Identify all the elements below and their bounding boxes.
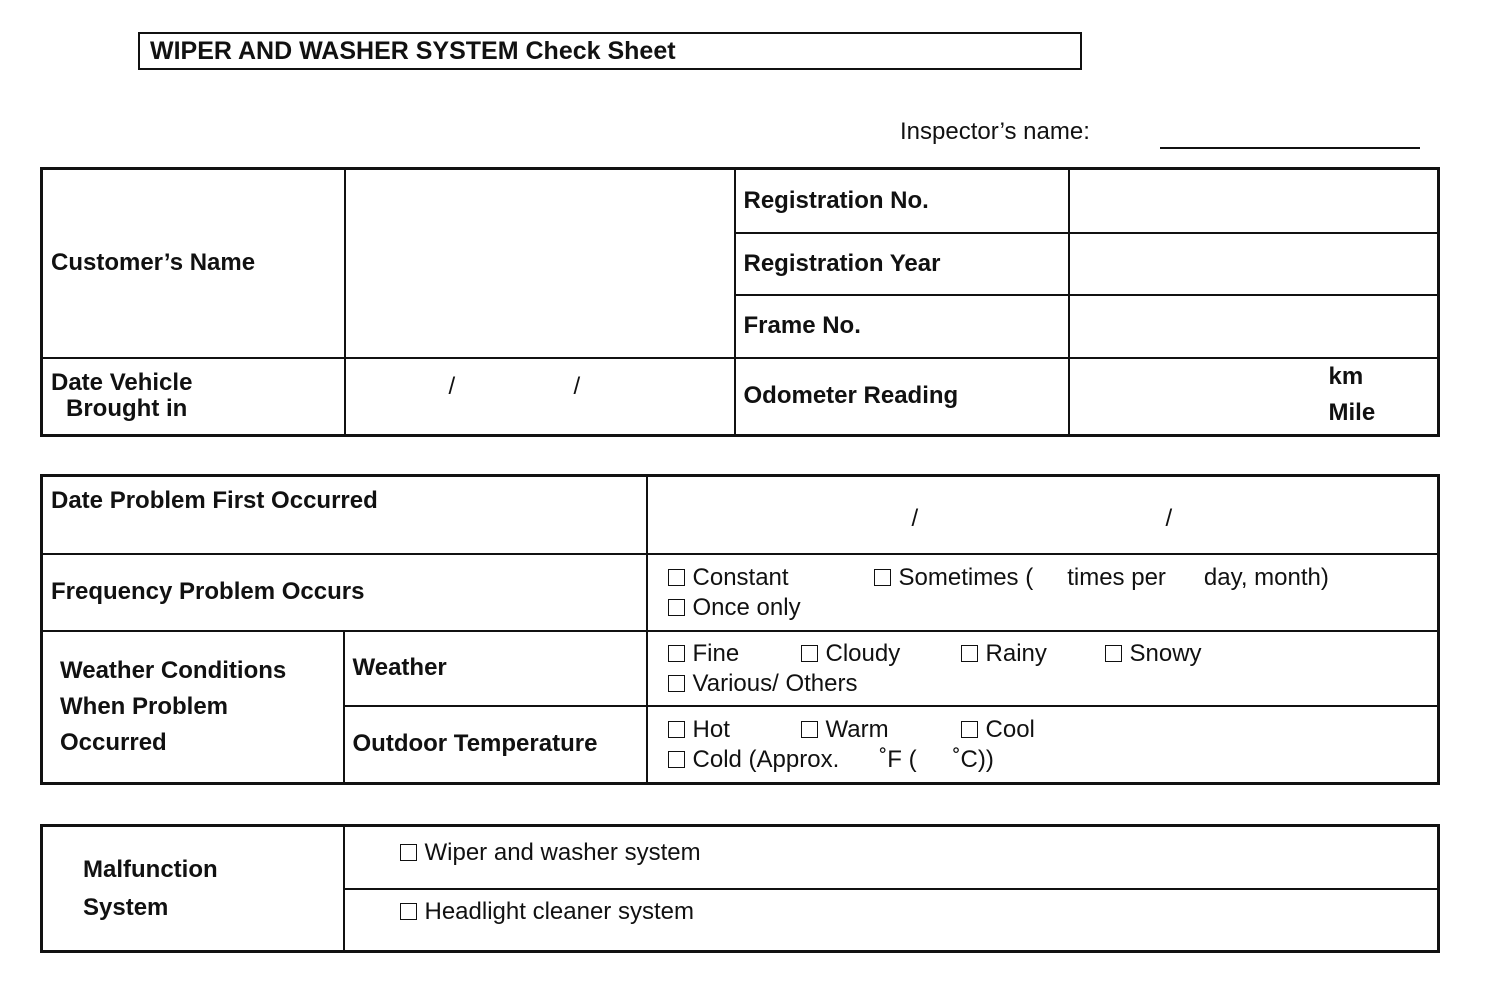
- temperature-options: [647, 706, 1439, 784]
- temp-cool-option[interactable]: [961, 716, 1035, 744]
- date-separator: /: [911, 505, 919, 532]
- checkbox-icon[interactable]: [801, 645, 818, 662]
- checkbox-icon[interactable]: [668, 751, 685, 768]
- frequency-label: Frequency Problem Occurs: [42, 554, 647, 631]
- weather-conditions-line2: When Problem: [60, 692, 229, 720]
- date-brought-in-label-line1: Date Vehicle: [51, 369, 193, 397]
- headlight-cleaner-option[interactable]: [344, 889, 1439, 952]
- frame-no-label: Frame No.: [735, 295, 1069, 358]
- wiper-washer-option[interactable]: [344, 826, 1439, 889]
- outdoor-temperature-label: Outdoor Temperature: [344, 706, 647, 784]
- date-separator: /: [573, 372, 581, 400]
- freq-constant-text: Constant: [692, 564, 789, 591]
- checkbox-icon[interactable]: [874, 569, 891, 586]
- weather-cloudy-option[interactable]: [801, 640, 961, 668]
- registration-no-field[interactable]: [1069, 169, 1439, 233]
- checkbox-icon[interactable]: [1105, 645, 1122, 662]
- temp-hot-text: Hot: [692, 716, 730, 744]
- temp-cool-text: Cool: [985, 716, 1035, 744]
- inspector-label: Inspector’s name:: [900, 118, 1090, 145]
- malfunction-label-line2: System: [83, 893, 169, 921]
- weather-conditions-line3: Occurred: [60, 728, 167, 756]
- registration-year-label: Registration Year: [735, 233, 1069, 295]
- freq-once-text: Once only: [692, 594, 801, 621]
- unit-km: km: [1328, 362, 1364, 390]
- temp-hot-option[interactable]: [668, 716, 801, 744]
- temp-cold-option[interactable]: [668, 746, 1430, 774]
- checkbox-icon[interactable]: [668, 599, 685, 616]
- odometer-label: Odometer Reading: [735, 358, 1069, 436]
- checkbox-icon[interactable]: [668, 569, 685, 586]
- checkbox-icon[interactable]: [668, 675, 685, 692]
- temp-cold-text: Cold (Approx.: [692, 746, 840, 774]
- weather-cloudy-text: Cloudy: [825, 640, 901, 667]
- checkbox-icon[interactable]: [961, 721, 978, 738]
- problem-info-table: [40, 474, 1440, 785]
- date-brought-in-label-line2: Brought in: [66, 395, 188, 423]
- headlight-cleaner-text: Headlight cleaner system: [424, 897, 694, 925]
- date-first-occurred-field[interactable]: [647, 476, 1439, 554]
- date-first-occurred-label: Date Problem First Occurred: [42, 476, 647, 554]
- weather-various-option[interactable]: [668, 670, 1430, 698]
- weather-conditions-label: [42, 631, 344, 784]
- temp-celsius-unit: ˚C)): [952, 746, 994, 774]
- inspector-name-line[interactable]: [1160, 147, 1420, 149]
- registration-year-field[interactable]: [1069, 233, 1439, 295]
- weather-rainy-option[interactable]: [961, 640, 1105, 668]
- freq-constant-option[interactable]: [668, 564, 874, 592]
- odometer-field[interactable]: [1069, 358, 1439, 436]
- weather-snowy-option[interactable]: [1105, 640, 1202, 668]
- weather-conditions-line1: Weather Conditions: [60, 656, 287, 684]
- date-brought-in-field[interactable]: [345, 358, 735, 436]
- weather-options: [647, 631, 1439, 706]
- unit-mile: Mile: [1328, 398, 1376, 426]
- weather-various-text: Various/ Others: [692, 670, 858, 697]
- checkbox-icon[interactable]: [400, 844, 417, 861]
- freq-once-option[interactable]: [668, 594, 1430, 622]
- date-separator: /: [1165, 505, 1173, 532]
- freq-day-month: day, month): [1203, 564, 1329, 591]
- temp-warm-option[interactable]: [801, 716, 961, 744]
- weather-fine-option[interactable]: [668, 640, 801, 668]
- checkbox-icon[interactable]: [400, 903, 417, 920]
- temp-fahrenheit-unit: ˚F (: [879, 746, 917, 774]
- weather-snowy-text: Snowy: [1129, 640, 1202, 667]
- date-separator: /: [448, 372, 456, 400]
- wiper-washer-text: Wiper and washer system: [424, 839, 701, 866]
- temp-warm-text: Warm: [825, 716, 889, 744]
- customer-name-label: Customer’s Name: [42, 169, 345, 358]
- freq-times-per: times per: [1067, 564, 1166, 591]
- freq-sometimes-option[interactable]: [874, 564, 1034, 592]
- malfunction-system-label: [42, 826, 344, 952]
- malfunction-label-line1: Malfunction: [83, 855, 218, 883]
- checkbox-icon[interactable]: [801, 721, 818, 738]
- weather-rainy-text: Rainy: [985, 640, 1047, 667]
- vehicle-info-table: [40, 167, 1440, 437]
- checkbox-icon[interactable]: [668, 645, 685, 662]
- page-title: WIPER AND WASHER SYSTEM Check Sheet: [138, 32, 1082, 70]
- weather-label: Weather: [344, 631, 647, 706]
- date-brought-in-label: [42, 358, 345, 436]
- freq-sometimes-text: Sometimes (: [898, 564, 1034, 591]
- registration-no-label: Registration No.: [735, 169, 1069, 233]
- malfunction-table: [40, 824, 1440, 953]
- frame-no-field[interactable]: [1069, 295, 1439, 358]
- customer-name-field[interactable]: [345, 169, 735, 358]
- checkbox-icon[interactable]: [961, 645, 978, 662]
- checkbox-icon[interactable]: [668, 721, 685, 738]
- weather-fine-text: Fine: [692, 640, 740, 667]
- frequency-options: [647, 554, 1439, 631]
